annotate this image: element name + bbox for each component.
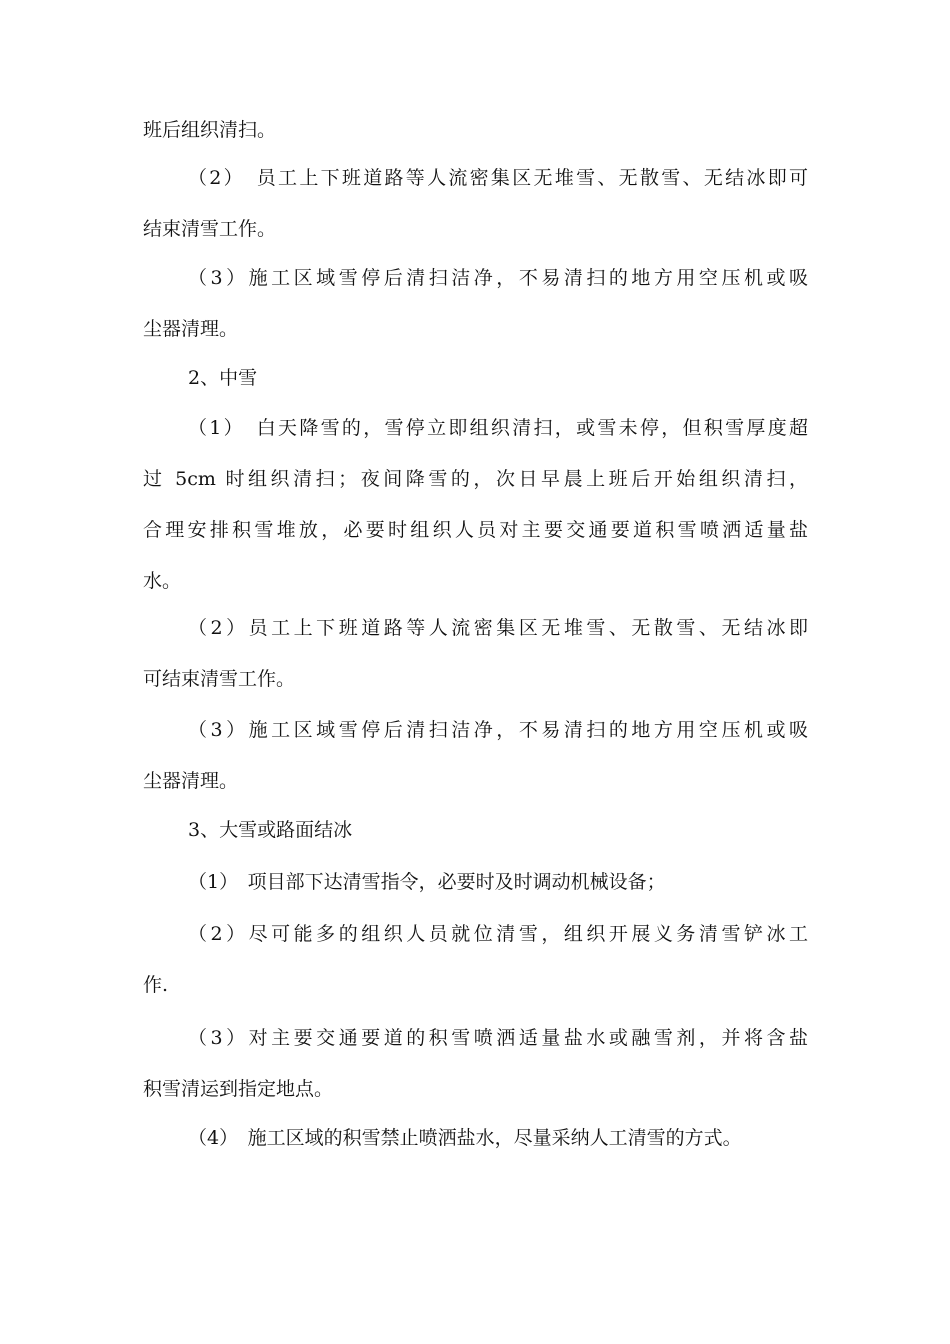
- section-heading-moderate-snow: [143, 353, 808, 404]
- paragraph-item-4: [143, 1113, 808, 1164]
- section-heading-heavy-snow: [143, 805, 808, 856]
- text-line: （3）对主要交通要道的积雪喷洒适量盐水或融雪剂，并将含盐: [188, 1027, 808, 1049]
- text-line: （3）施工区域雪停后清扫洁净，不易清扫的地方用空压机或吸: [188, 267, 808, 289]
- paragraph-item-2: [143, 603, 808, 705]
- text-line: （1） 项目部下达清雪指令，必要时及时调动机械设备；: [188, 871, 666, 893]
- text-line: （2） 员工上下班道路等人流密集区无堆雪、无散雪、无结冰即可: [188, 167, 808, 189]
- paragraph-item-3: [143, 705, 808, 807]
- text-line: 可结束清雪工作。: [143, 668, 296, 690]
- paragraph-item-1: [143, 403, 808, 607]
- paragraph-item-2: [143, 909, 808, 1011]
- text-line: （3）施工区域雪停后清扫洁净，不易清扫的地方用空压机或吸: [188, 719, 808, 741]
- text-line: 班后组织清扫。: [143, 119, 277, 141]
- text-line: 结束清雪工作。: [143, 218, 277, 240]
- paragraph-item-3: [143, 253, 808, 355]
- text-line: 合理安排积雪堆放，必要时组织人员对主要交通要道积雪喷洒适量盐: [143, 519, 808, 541]
- paragraph-item-2: [143, 153, 808, 255]
- text-line: （4） 施工区域的积雪禁止喷洒盐水，尽量采纳人工清雪的方式。: [188, 1127, 742, 1149]
- text-line: 水。: [143, 570, 182, 592]
- heading-text: 2、中雪: [188, 367, 258, 389]
- text-line: 作.: [143, 974, 169, 996]
- text-line: 过 5cm 时组织清扫；夜间降雪的，次日早晨上班后开始组织清扫，: [143, 468, 808, 490]
- text-line: （2）员工上下班道路等人流密集区无堆雪、无散雪、无结冰即: [188, 617, 808, 639]
- paragraph-item-3: [143, 1013, 808, 1115]
- text-line: 尘器清理。: [143, 318, 239, 340]
- text-line: 积雪清运到指定地点。: [143, 1078, 334, 1100]
- paragraph-item-1: [143, 857, 808, 908]
- text-line: 尘器清理。: [143, 770, 239, 792]
- text-line: （2）尽可能多的组织人员就位清雪，组织开展义务清雪铲冰工: [188, 923, 808, 945]
- paragraph-continuation: [143, 105, 808, 156]
- text-line: （1） 白天降雪的，雪停立即组织清扫，或雪未停，但积雪厚度超: [188, 417, 808, 439]
- heading-text: 3、大雪或路面结冰: [188, 819, 353, 841]
